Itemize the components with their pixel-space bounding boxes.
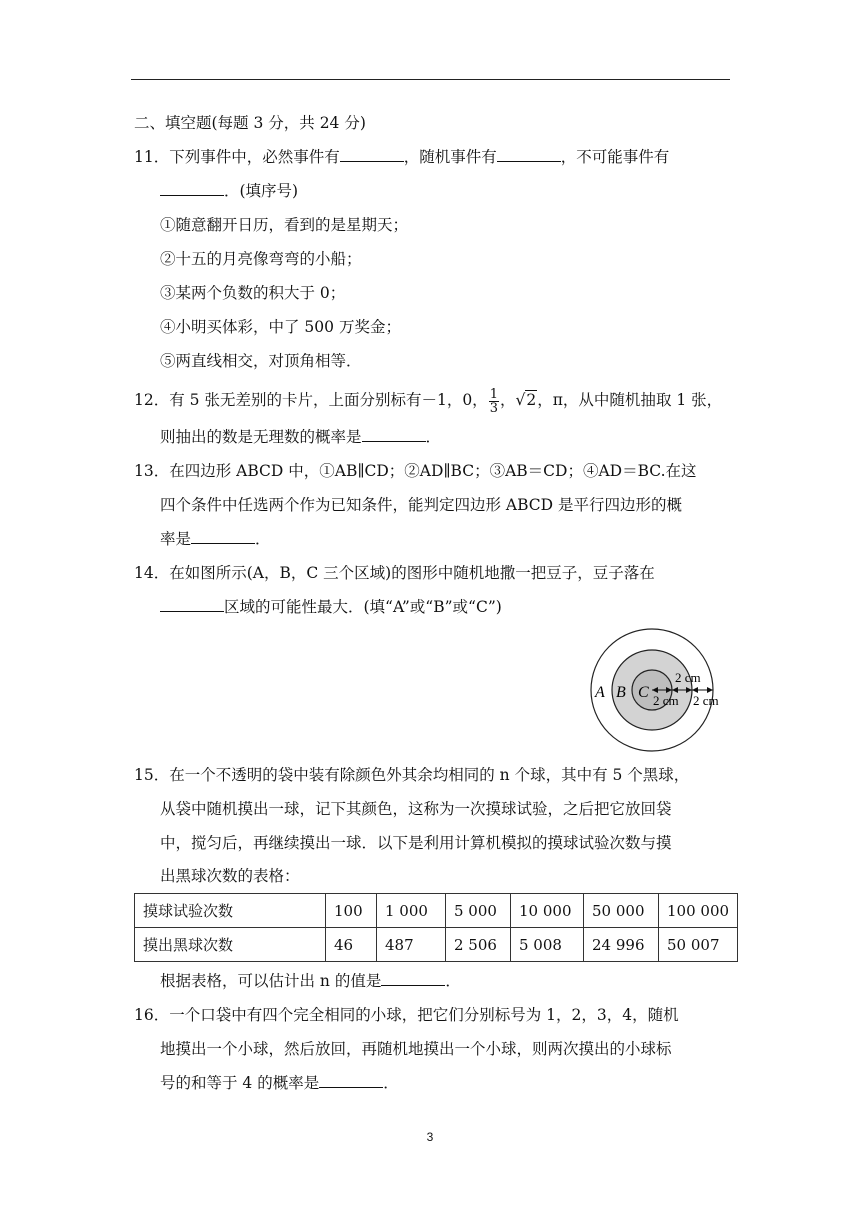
table-cell: 1 000 [377, 894, 446, 928]
table-row [135, 894, 738, 928]
answer-blank [319, 1073, 383, 1088]
answer-blank [381, 971, 445, 986]
question-number: 14． [134, 564, 170, 582]
question-number: 16． [134, 1006, 170, 1024]
header-rule [131, 79, 730, 80]
answer-blank [362, 427, 426, 442]
dimension-label: 2 cm [693, 693, 719, 708]
table-cell: 摸球试验次数 [135, 894, 326, 928]
option-4: ④小明买体彩，中了 500 万奖金； [160, 318, 401, 336]
option-3: ③某两个负数的积大于 0； [160, 284, 346, 302]
table-cell: 5 008 [511, 928, 584, 962]
question-16: 16．一个口袋中有四个完全相同的小球，把它们分别标号为 1，2，3，4，随机 [134, 1006, 679, 1024]
square-root: √2 [515, 391, 537, 409]
option-5: ⑤两直线相交，对顶角相等． [160, 352, 362, 370]
question-13-line3: 率是 ． [160, 530, 271, 548]
question-number: 15． [134, 766, 170, 784]
dimension-label: 2 cm [653, 693, 679, 708]
label-c: C [638, 684, 649, 701]
option-1: ①随意翻开日历，看到的是星期天； [160, 216, 409, 234]
question-14: 14．在如图所示(A，B，C 三个区域)的图形中随机地撒一把豆子，豆子落在 [134, 564, 655, 582]
table-cell: 100 000 [659, 894, 738, 928]
answer-blank [160, 181, 224, 196]
section-title: 二、填空题(每题 3 分，共 24 分) [134, 114, 366, 132]
option-2: ②十五的月亮像弯弯的小船； [160, 250, 362, 268]
answer-blank [340, 147, 404, 162]
question-16-line2: 地摸出一个小球，然后放回，再随机地摸出一个小球，则两次摸出的小球标 [160, 1040, 672, 1058]
question-15-after: 根据表格，可以估计出 n 的值是 ． [160, 972, 461, 990]
table-cell: 46 [326, 928, 377, 962]
answer-blank [497, 147, 561, 162]
table-cell: 50 007 [659, 928, 738, 962]
question-12: 12．有 5 张无差别的卡片，上面分别标有－1，0， $\frac{1}{3}$ ，√2，π，从中随机抽取 1 张， [134, 386, 723, 416]
label-a: A [595, 684, 605, 701]
table-cell: 100 [326, 894, 377, 928]
page-number: 3 [426, 1130, 434, 1144]
label-b: B [616, 684, 626, 701]
fraction: $\frac{1}{3}$ [489, 386, 498, 416]
data-table [134, 893, 738, 962]
question-12-line2: 则抽出的数是无理数的概率是 ． [160, 428, 442, 446]
table-cell: 2 506 [446, 928, 511, 962]
answer-blank [191, 529, 255, 544]
table-row [135, 928, 738, 962]
question-number: 12． [134, 391, 170, 409]
question-11: 11．下列事件中，必然事件有 ，随机事件有 ，不可能事件有 [134, 148, 670, 166]
concentric-circles-figure [589, 625, 739, 755]
question-13-line2: 四个条件中任选两个作为已知条件，能判定四边形 ABCD 是平行四边形的概 [160, 496, 683, 514]
question-13: 13．在四边形 ABCD 中，①AB∥CD；②AD∥BC；③AB＝CD；④AD＝BC.在这 [134, 462, 697, 480]
table-cell: 487 [377, 928, 446, 962]
question-15-line4: 出黑球次数的表格： [160, 867, 300, 885]
dimension-label: 2 cm [675, 670, 701, 685]
answer-blank [160, 597, 224, 612]
question-11-line2: ．(填序号) [160, 181, 298, 201]
table-cell: 24 996 [584, 928, 659, 962]
question-number: 13． [134, 462, 170, 480]
question-16-line3: 号的和等于 4 的概率是 ． [160, 1074, 399, 1092]
question-number: 11． [134, 148, 170, 166]
table-cell: 50 000 [584, 894, 659, 928]
table-cell: 5 000 [446, 894, 511, 928]
table-cell: 摸出黑球次数 [135, 928, 326, 962]
question-15-line2: 从袋中随机摸出一球，记下其颜色，这称为一次摸球试验，之后把它放回袋 [160, 800, 672, 818]
question-15-line3: 中，搅匀后，再继续摸出一球．以下是利用计算机模拟的摸球试验次数与摸 [160, 834, 672, 852]
question-14-line2: 区域的可能性最大．(填“A”或“B”或“C”) [160, 597, 502, 617]
question-15: 15．在一个不透明的袋中装有除颜色外其余均相同的 n 个球，其中有 5 个黑球， [134, 766, 690, 784]
table-cell: 10 000 [511, 894, 584, 928]
